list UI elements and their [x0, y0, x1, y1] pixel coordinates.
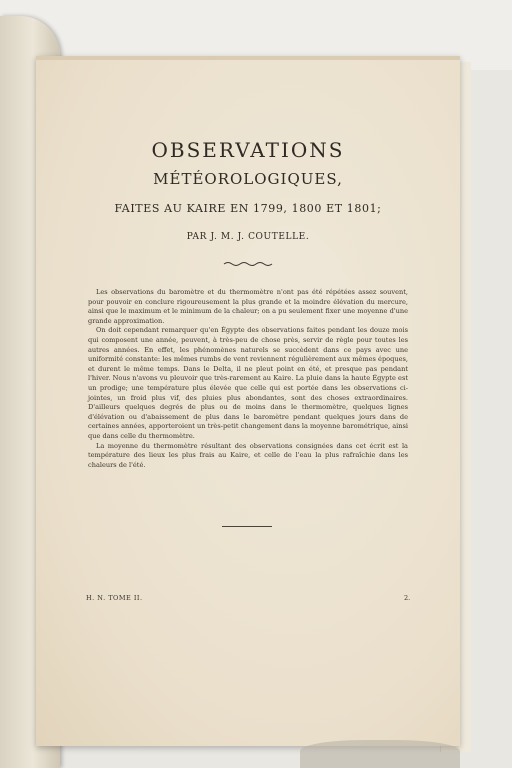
- paragraph: La moyenne du thermomètre résultant des observations consignées dans cet écrit est la température des lieux les plus frais au Kaire, et celle de l'eau la plus rafraîchie dans les chaleurs de l'été.: [88, 441, 408, 469]
- book-page: [36, 56, 460, 746]
- ornament-divider: [222, 260, 274, 268]
- paragraph: Les observations du baromètre et du thermomètre n'ont pas été répétées assez souvent, pour pouvoir en conclure rigoureusement la plus grande et la moindre élévation du mercure, ainsi que le maximum et le minimum de la chaleur; on a pu seulement fixer une moyenne d'une grande approximation.: [88, 288, 408, 325]
- footer-signature: 2.: [404, 594, 411, 602]
- bottom-shadow: [300, 740, 460, 768]
- paragraph: On doit cependant remarquer qu'en Égypte des observations faites pendant les douze mois qui composent une année, peuvent, à très-peu de chose près, servir de règle pour toutes les autres années. En effet, les phénomènes naturels se succèdent dans ce pays avec une uniformité constante: les mêmes rumbs de vent reviennent régulièrement aux mêmes époques, et durent le même temps. Dans le Delta, il ne pleut point en été, et presque pas pendant l'hiver. Nous n'avons vu pleuvoir que très-rarement au Kaire. La pluie dans la haute Égypte est un prodige; une température plus élevée que celle qui est portée dans les observations ci-jointes, un froid plus vif, des pluies plus abondantes, sont des choses extraordinaires. D'ailleurs quelques degrés de plus ou de moins dans le thermomètre, quelques lignes d'élévation ou d'abaissement de plus dans le baromètre pendant quelques jours dans de certaines années, apporteroient un très-petit changement dans la moyenne barométrique, ainsi que dans celle du thermomètre.: [88, 326, 408, 440]
- footer-volume: H. N. TOME II.: [86, 594, 143, 602]
- page-title: OBSERVATIONS: [151, 138, 345, 162]
- body-text: [88, 288, 408, 470]
- end-rule: [222, 526, 272, 527]
- title-dates-line: FAITES AU KAIRE EN 1799, 1800 ET 1801;: [114, 202, 382, 215]
- author-line: PAR J. M. J. COUTELLE.: [186, 232, 310, 242]
- page-subtitle: MÉTÉOROLOGIQUES,: [153, 170, 343, 188]
- page-top-edge: [36, 56, 460, 60]
